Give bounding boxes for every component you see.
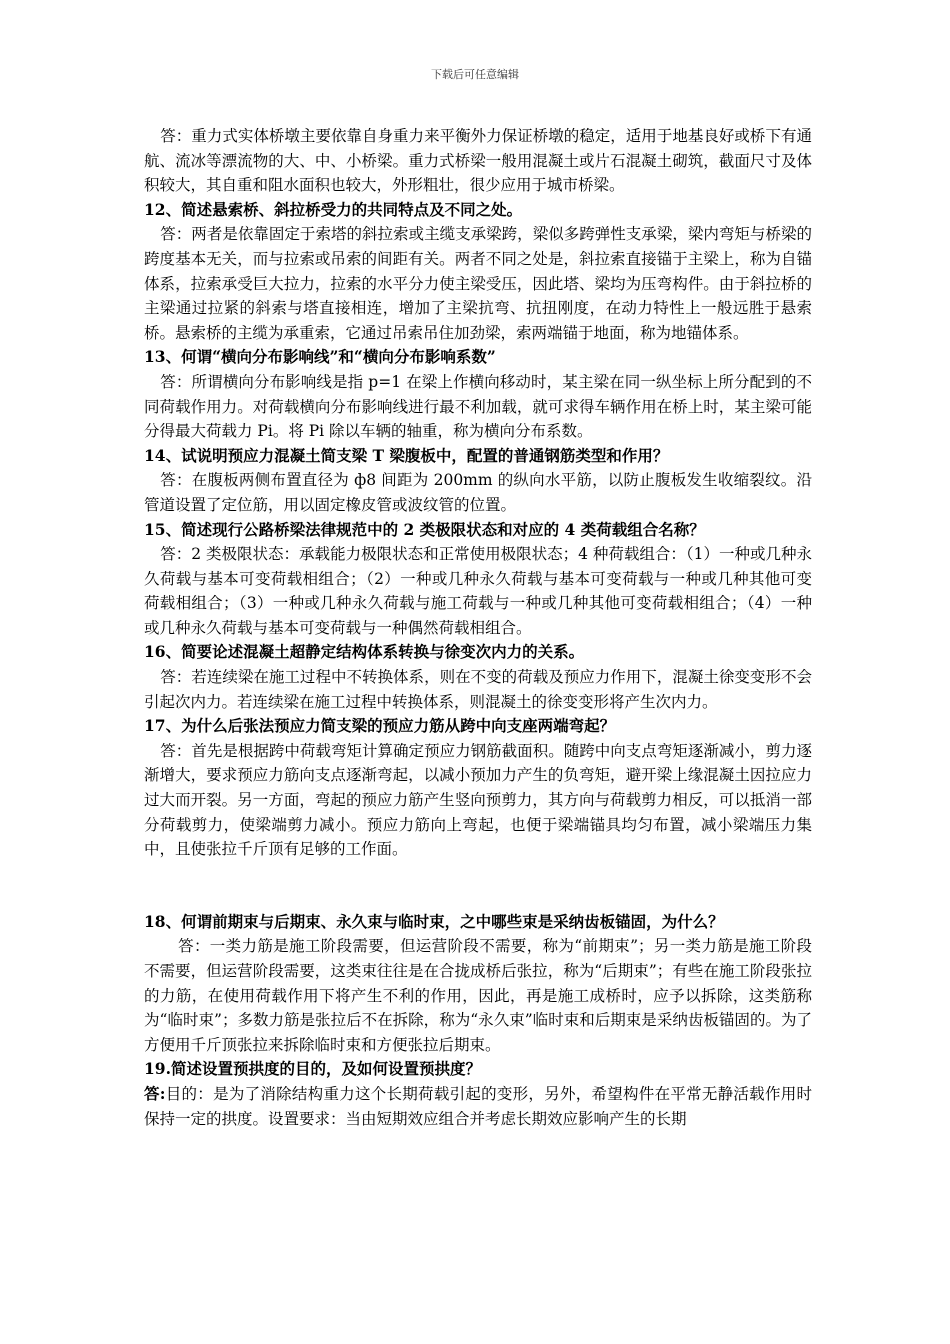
answer-19-label: 答: [144,1083,166,1103]
answer-18: 答：一类力筋是施工阶段需要，但运营阶段不需要，称为“前期束”；另一类力筋是施工阶段不需要，但运营阶段需要，这类束往往是在合拢成桥后张拉，称为“后期束”；有些在施工阶段张拉的力筋，在使用荷载作用下将产生不利的作用，因此，再是施工成桥时，应予以拆除，这类筋称为“临时束”；多数力筋是张拉后不在拆除，称为“永久束”临时束和后期束是采纳齿板锚固的。为了方便用千斤顶张拉来拆除临时束和方便张拉后期束。 [144,937,812,1054]
answer-11: 答：重力式实体桥墩主要依靠自身重力来平衡外力保证桥墩的稳定，适用于地基良好或桥下有通航、流冰等漂流物的大、中、小桥梁。重力式桥梁一般用混凝土或片石混凝土砌筑，截面尺寸及体积较大，其自重和阻水面积也较大，外形粗壮，很少应用于城市桥梁。 [144,127,812,195]
answer-19-text: 目的：是为了消除结构重力这个长期荷载引起的变形，另外，希望构件在平常无静活载作用时保持一定的拱度。设置要求：当由短期效应组合并考虑长期效应影响产生的长期 [144,1084,812,1128]
question-19: 19.简述设置预拱度的目的，及如何设置预拱度？ [144,1059,481,1079]
question-16: 16、简要论述混凝土超静定结构体系转换与徐变次内力的关系。 [144,642,585,662]
question-18: 18、何谓前期束与后期束、永久束与临时束，之中哪些束是采纳齿板锚固，为什么？ [144,911,724,931]
section-gap [144,862,812,910]
answer-13: 答：所谓横向分布影响线是指 p=1 在梁上作横向移动时，某主梁在同一纵坐标上所分配到的不同荷载作用力。对荷载横向分布影响线进行最不利加载，就可求得车辆作用在桥上时，某主梁可能分得最大荷载力 Pi。将 Pi 除以车辆的轴重，称为横向分布系数。 [144,372,812,441]
question-15: 15、简述现行公路桥梁法律规范中的 2 类极限状态和对应的 4 类荷载组合名称？ [144,519,705,539]
question-17: 17、为什么后张法预应力简支梁的预应力筋从跨中向支座两端弯起？ [144,716,616,736]
answer-16: 答：若连续梁在施工过程中不转换体系，则在不变的荷载及预应力作用下，混凝土徐变变形不会引起次内力。若连续梁在施工过程中转换体系，则混凝土的徐变变形将产生次内力。 [144,668,812,711]
answer-12: 答：两者是依靠固定于索塔的斜拉索或主缆支承梁跨，梁似多跨弹性支承梁，梁内弯矩与桥梁的跨度基本无关，而与拉索或吊索的间距有关。两者不同之处是，斜拉索直接锚于主梁上，称为自锚体系，拉索承受巨大拉力，拉索的水平分力使主梁受压，因此塔、梁均为压弯构件。由于斜拉桥的主梁通过拉紧的斜索与塔直接相连，增加了主梁抗弯、抗扭刚度，在动力特性上一般远胜于悬索桥。悬索桥的主缆为承重索，它通过吊索吊住加劲梁，索两端锚于地面，称为地锚体系。 [144,225,812,342]
answer-14: 答：在腹板两侧布置直径为 ф8 间距为 200mm 的纵向水平筋，以防止腹板发生收缩裂纹。沿管道设置了定位筋，用以固定橡皮管或波纹管的位置。 [144,471,812,514]
page-header: 下载后可任意编辑 [431,68,519,81]
question-12: 12、简述悬索桥、斜拉桥受力的共同特点及不同之处。 [144,199,523,219]
document-body [144,124,812,1131]
question-14: 14、试说明预应力混凝土简支梁 T 梁腹板中，配置的普通钢筋类型和作用？ [144,445,669,465]
answer-19 [144,1082,812,1131]
answer-17: 答：首先是根据跨中荷载弯矩计算确定预应力钢筋截面积。随跨中向支点弯矩逐渐减小，剪力逐渐增大，要求预应力筋向支点逐渐弯起，以减小预加力产生的负弯矩，避开梁上缘混凝土因拉应力过大而开裂。另一方面，弯起的预应力筋产生竖向预剪力，其方向与荷载剪力相反，可以抵消一部分荷载剪力，使梁端剪力减小。预应力筋向上弯起，也便于梁端锚具均匀布置，减小梁端压力集中，且使张拉千斤顶有足够的工作面。 [144,741,812,859]
question-13: 13、何谓“横向分布影响线”和“横向分布影响系数” [144,347,496,367]
answer-15: 答：2 类极限状态：承载能力极限状态和正常使用极限状态；4 种荷载组合：（1）一种或几种永久荷载与基本可变荷载相组合；（2）一种或几种永久荷载与基本可变荷载与一种或几种其他可变荷载相组合；（3）一种或几种永久荷载与施工荷载与一种或几种其他可变荷载相组合；（4）一种或几种永久荷载与基本可变荷载与一种偶然荷载相组合。 [144,545,812,637]
